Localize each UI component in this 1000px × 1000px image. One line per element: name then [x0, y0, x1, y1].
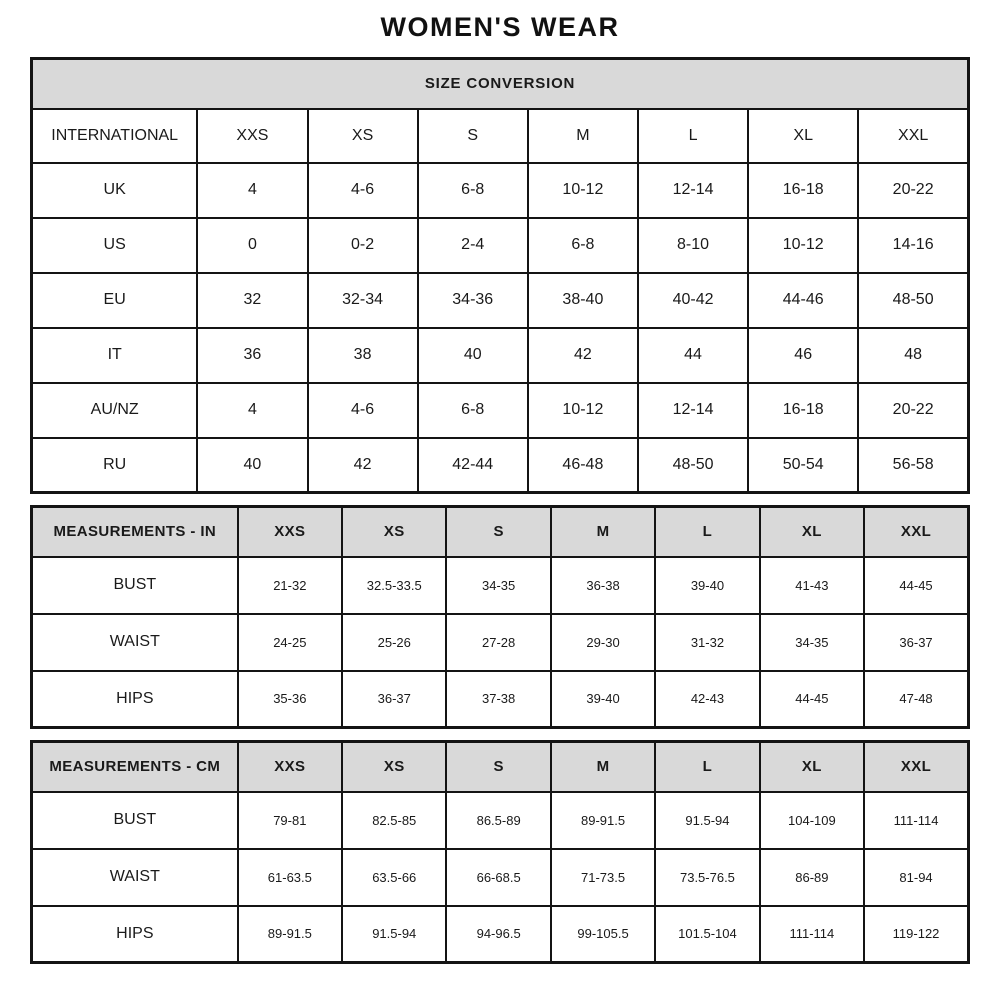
size-column-header: S: [446, 742, 550, 792]
size-value-cell: 46: [748, 328, 858, 383]
region-label: AU/NZ: [32, 383, 198, 438]
measurement-value-cell: 35-36: [238, 671, 342, 728]
size-value-cell: 16-18: [748, 163, 858, 218]
measurement-value-cell: 47-48: [864, 671, 968, 728]
measurement-row: [32, 557, 969, 614]
measurement-value-cell: 32.5-33.5: [342, 557, 446, 614]
size-value-cell: 8-10: [638, 218, 748, 273]
size-value-cell: 16-18: [748, 383, 858, 438]
size-value-cell: 4-6: [308, 163, 418, 218]
measurement-value-cell: 86.5-89: [446, 792, 550, 849]
region-label: US: [32, 218, 198, 273]
size-value-cell: 6-8: [418, 163, 528, 218]
size-value-cell: 42: [528, 328, 638, 383]
region-size-row: [32, 273, 969, 328]
measurement-value-cell: 44-45: [864, 557, 968, 614]
measurement-value-cell: 81-94: [864, 849, 968, 906]
size-column-header: S: [418, 109, 528, 163]
size-value-cell: 4: [197, 163, 307, 218]
size-column-header: XL: [748, 109, 858, 163]
measurement-value-cell: 34-35: [446, 557, 550, 614]
size-column-header: L: [655, 742, 759, 792]
region-label: EU: [32, 273, 198, 328]
region-size-row: [32, 328, 969, 383]
size-column-header: XL: [760, 507, 864, 557]
size-column-header: M: [551, 742, 655, 792]
region-size-row: [32, 438, 969, 493]
size-value-cell: 46-48: [528, 438, 638, 493]
size-conversion-title: SIZE CONVERSION: [32, 59, 969, 109]
measurements-title: MEASUREMENTS - IN: [32, 507, 238, 557]
size-value-cell: 2-4: [418, 218, 528, 273]
size-column-header: XXS: [197, 109, 307, 163]
size-value-cell: 42: [308, 438, 418, 493]
measurement-row: [32, 671, 969, 728]
size-column-header: XXL: [864, 742, 968, 792]
size-value-cell: 10-12: [748, 218, 858, 273]
region-label: UK: [32, 163, 198, 218]
measurement-value-cell: 63.5-66: [342, 849, 446, 906]
measurement-value-cell: 31-32: [655, 614, 759, 671]
size-value-cell: 10-12: [528, 383, 638, 438]
measurement-value-cell: 36-37: [342, 671, 446, 728]
measurements-title: MEASUREMENTS - CM: [32, 742, 238, 792]
size-value-cell: 14-16: [858, 218, 968, 273]
size-column-header: S: [446, 507, 550, 557]
measurement-value-cell: 73.5-76.5: [655, 849, 759, 906]
size-value-cell: 48: [858, 328, 968, 383]
measurement-value-cell: 104-109: [760, 792, 864, 849]
size-value-cell: 42-44: [418, 438, 528, 493]
size-value-cell: 20-22: [858, 383, 968, 438]
measurement-value-cell: 99-105.5: [551, 906, 655, 963]
size-column-header: XXL: [864, 507, 968, 557]
measurement-value-cell: 66-68.5: [446, 849, 550, 906]
measurement-row: [32, 906, 969, 963]
measurement-value-cell: 89-91.5: [551, 792, 655, 849]
size-column-header: XS: [342, 507, 446, 557]
size-value-cell: 12-14: [638, 383, 748, 438]
region-size-row: [32, 383, 969, 438]
measurement-value-cell: 101.5-104: [655, 906, 759, 963]
measurement-row: [32, 792, 969, 849]
size-value-cell: 12-14: [638, 163, 748, 218]
measurement-value-cell: 39-40: [551, 671, 655, 728]
measurement-value-cell: 21-32: [238, 557, 342, 614]
measurement-value-cell: 91.5-94: [342, 906, 446, 963]
size-value-cell: 4: [197, 383, 307, 438]
region-size-row: [32, 218, 969, 273]
measurement-value-cell: 42-43: [655, 671, 759, 728]
measurement-value-cell: 111-114: [760, 906, 864, 963]
measurement-value-cell: 24-25: [238, 614, 342, 671]
size-value-cell: 38-40: [528, 273, 638, 328]
measurement-value-cell: 71-73.5: [551, 849, 655, 906]
size-value-cell: 6-8: [418, 383, 528, 438]
measurement-value-cell: 37-38: [446, 671, 550, 728]
measurement-value-cell: 119-122: [864, 906, 968, 963]
size-value-cell: 10-12: [528, 163, 638, 218]
size-column-header: XL: [760, 742, 864, 792]
measurement-value-cell: 91.5-94: [655, 792, 759, 849]
measurement-value-cell: 34-35: [760, 614, 864, 671]
size-value-cell: 44-46: [748, 273, 858, 328]
size-value-cell: 40: [418, 328, 528, 383]
measurement-value-cell: 86-89: [760, 849, 864, 906]
size-value-cell: 6-8: [528, 218, 638, 273]
measurement-value-cell: 27-28: [446, 614, 550, 671]
measurement-value-cell: 25-26: [342, 614, 446, 671]
measurement-row: [32, 849, 969, 906]
size-value-cell: 38: [308, 328, 418, 383]
region-label: RU: [32, 438, 198, 493]
measurement-label: BUST: [32, 557, 238, 614]
measurement-label: WAIST: [32, 849, 238, 906]
size-value-cell: 50-54: [748, 438, 858, 493]
size-value-cell: 40: [197, 438, 307, 493]
size-value-cell: 34-36: [418, 273, 528, 328]
size-column-header: XXL: [858, 109, 968, 163]
measurement-label: BUST: [32, 792, 238, 849]
size-value-cell: 0: [197, 218, 307, 273]
size-column-header: XXS: [238, 507, 342, 557]
measurement-label: WAIST: [32, 614, 238, 671]
size-value-cell: 48-50: [858, 273, 968, 328]
size-value-cell: 32: [197, 273, 307, 328]
size-column-header: XS: [342, 742, 446, 792]
measurement-value-cell: 44-45: [760, 671, 864, 728]
measurement-value-cell: 61-63.5: [238, 849, 342, 906]
size-value-cell: 4-6: [308, 383, 418, 438]
measurement-value-cell: 29-30: [551, 614, 655, 671]
size-value-cell: 44: [638, 328, 748, 383]
size-column-header: L: [655, 507, 759, 557]
measurement-value-cell: 82.5-85: [342, 792, 446, 849]
size-value-cell: 32-34: [308, 273, 418, 328]
measurement-value-cell: 39-40: [655, 557, 759, 614]
measurement-value-cell: 36-37: [864, 614, 968, 671]
measurements-header-row: [32, 507, 969, 557]
size-value-cell: 48-50: [638, 438, 748, 493]
size-value-cell: 20-22: [858, 163, 968, 218]
measurements-header-row: [32, 742, 969, 792]
size-column-header: M: [551, 507, 655, 557]
measurement-label: HIPS: [32, 906, 238, 963]
measurement-value-cell: 94-96.5: [446, 906, 550, 963]
measurement-value-cell: 111-114: [864, 792, 968, 849]
size-value-cell: 0-2: [308, 218, 418, 273]
measurements-in-table: [30, 505, 970, 729]
international-label: INTERNATIONAL: [32, 109, 198, 163]
measurement-value-cell: 36-38: [551, 557, 655, 614]
size-conversion-table: [30, 57, 970, 494]
measurements-cm-table: [30, 740, 970, 964]
measurement-value-cell: 41-43: [760, 557, 864, 614]
size-column-header: L: [638, 109, 748, 163]
size-column-header: XS: [308, 109, 418, 163]
size-value-cell: 40-42: [638, 273, 748, 328]
size-value-cell: 36: [197, 328, 307, 383]
size-column-header: XXS: [238, 742, 342, 792]
size-value-cell: 56-58: [858, 438, 968, 493]
region-size-row: [32, 163, 969, 218]
size-header-row: [32, 109, 969, 163]
measurement-row: [32, 614, 969, 671]
measurement-value-cell: 89-91.5: [238, 906, 342, 963]
measurement-value-cell: 79-81: [238, 792, 342, 849]
size-column-header: M: [528, 109, 638, 163]
measurement-label: HIPS: [32, 671, 238, 728]
region-label: IT: [32, 328, 198, 383]
page-title: WOMEN'S WEAR: [380, 12, 620, 42]
table-title-row: [32, 59, 969, 109]
